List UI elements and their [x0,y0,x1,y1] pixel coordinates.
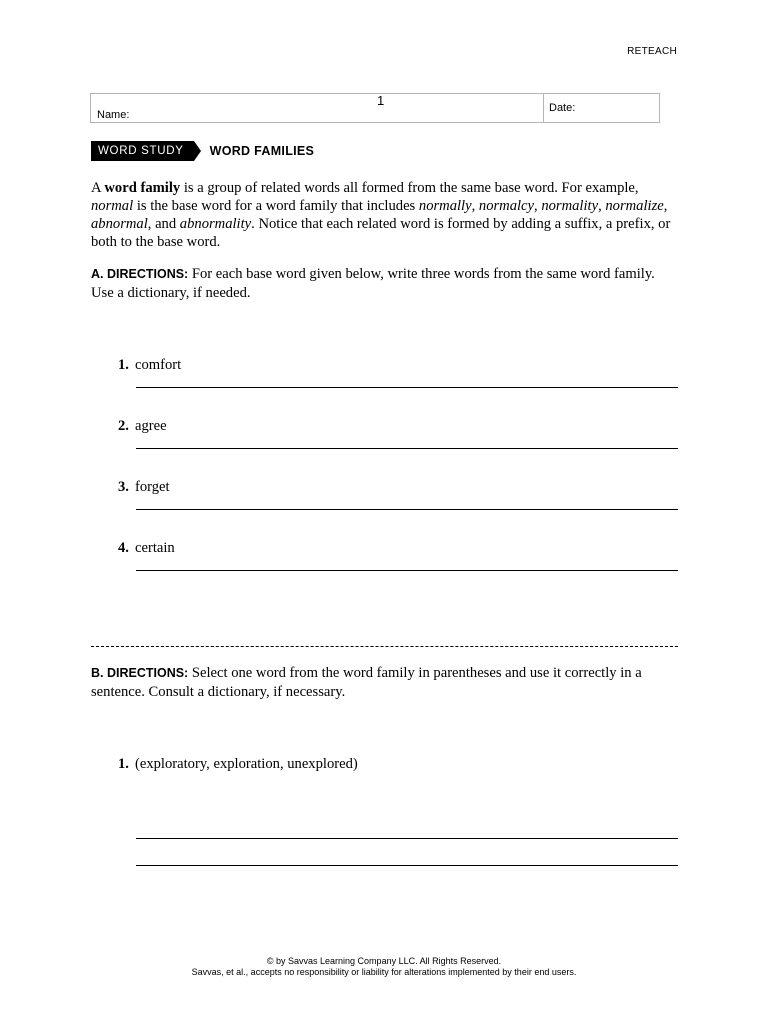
answer-line[interactable] [136,387,678,388]
answer-line[interactable] [136,509,678,510]
page-number: 1 [377,93,385,108]
section-tag-row [91,141,314,161]
name-date-box [90,93,660,123]
word-study-tag: WORD STUDY [91,141,194,161]
list-item: 3. forget [118,479,170,495]
directions-a: A. DIRECTIONS: For each base word given below, write three words from the same word family. Use a dictionary, if needed. [91,266,655,301]
list-item: 4. certain [118,540,175,556]
answer-line[interactable] [136,865,678,866]
directions-a-label: A. DIRECTIONS: [91,267,189,281]
list-item: 2. agree [118,418,167,434]
term-word-family: word family [104,180,181,196]
name-field[interactable] [91,94,544,122]
answer-line[interactable] [136,448,678,449]
answer-line[interactable] [136,570,678,571]
name-label: Name: [97,109,130,121]
page-title: WORD FAMILIES [209,144,315,158]
answer-line[interactable] [136,838,678,839]
list-item: 1. comfort [118,357,182,373]
directions-b-label: B. DIRECTIONS: [91,666,189,680]
copyright-line: © by Savvas Learning Company LLC. All Rights Reserved. [266,956,502,966]
date-label: Date: [549,102,576,114]
directions-b: B. DIRECTIONS: Select one word from the word family in parentheses and use it correctly in a sentence. Consult a dictionary, if necessary. [91,665,642,700]
section-divider [91,646,678,647]
list-item: 1. (exploratory, exploration, unexplored) [118,756,358,772]
section-label: RETEACH [627,46,677,57]
intro-paragraph: A word family is a group of related words all formed from the same base word. For example, normal is the base word for a word family that includes normally, normalcy, normality, normalize, abnormal, and abnormality. Notice that each related word is formed by adding a suffix, a prefix, or both to the base word. [91,180,671,250]
disclaimer-line: Savvas, et al., accepts no responsibility or liability for alterations implemented by their end users. [191,966,577,977]
footer [0,956,768,977]
